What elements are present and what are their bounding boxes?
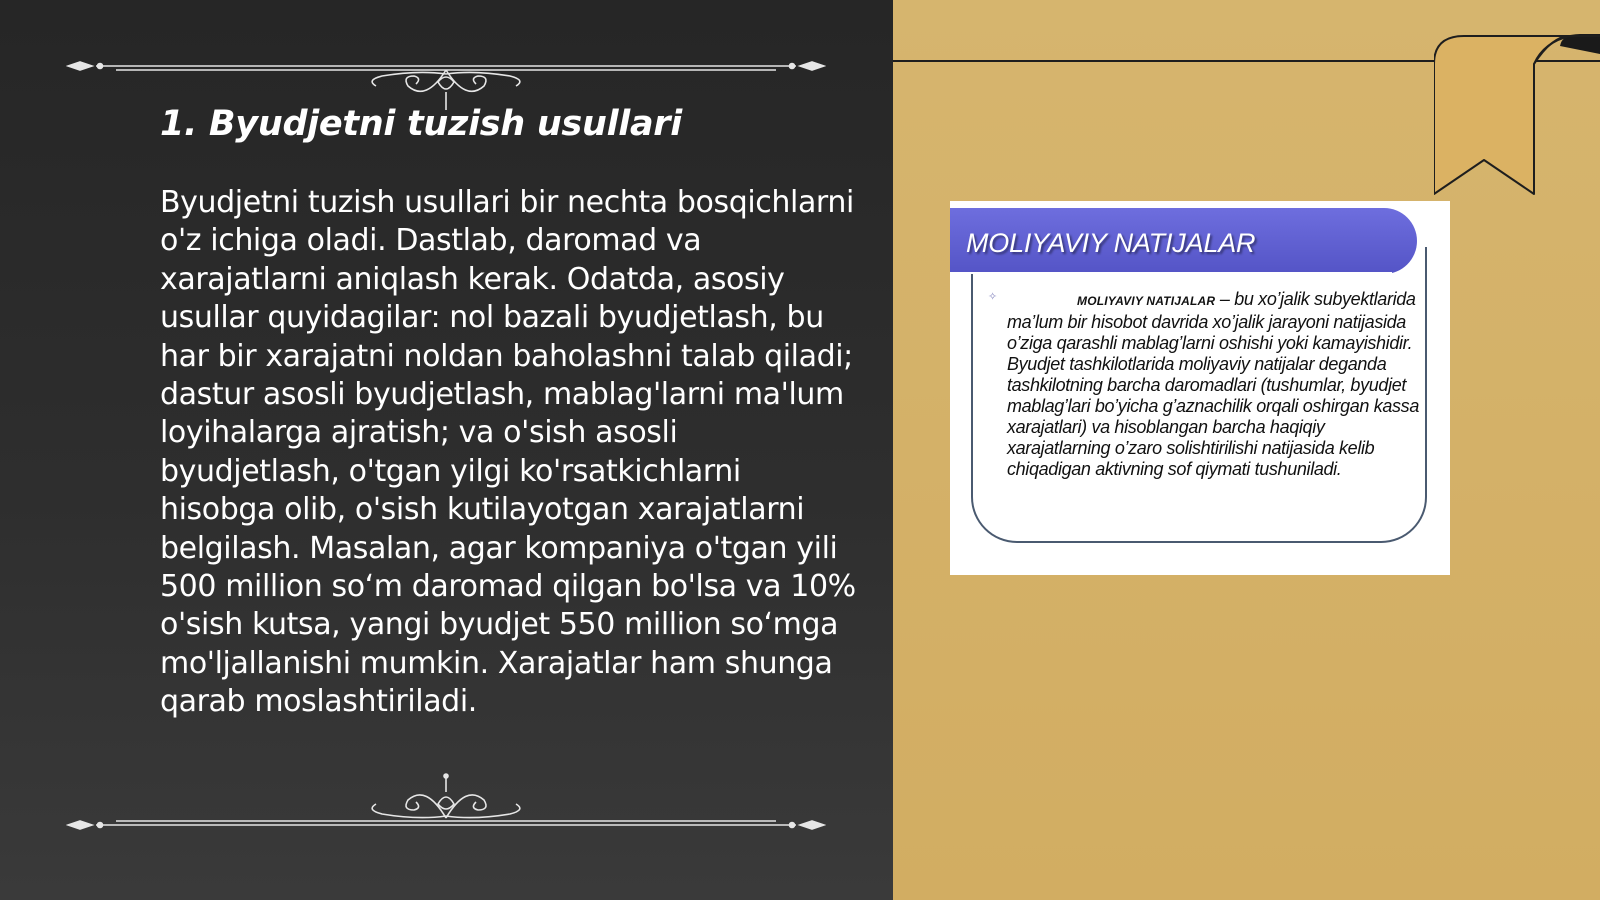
slide-header-title: MOLIYAVIY NATIJALAR bbox=[966, 228, 1256, 258]
ornamental-divider-icon bbox=[66, 52, 826, 112]
header-underline bbox=[950, 272, 1392, 274]
bookmark-ribbon-icon bbox=[1434, 34, 1600, 200]
embedded-slide-image bbox=[950, 201, 1450, 575]
page-title: 1. Byudjetni tuzish usullari bbox=[160, 104, 682, 144]
definition-body: – bu xo’jalik subyektlarida ma’lum bir hisobot davrida xo’jalik jarayoni natijasida o’ziga qarashli mablag’larni oshishi yoki kamayishidir. Byudjet tashkilotlarida moliyaviy natijalar deganda tashkilotning barcha daromadlari (tushumlar, byudjet mablag’lari bo’yicha g’aznachilik orqali oshirgan kassa xarajatlari) va hisoblangan barcha haqiqiy xarajatlarning o’zaro solishtirilishi natijasida kelib chiqadigan aktivning sof qiymati tushuniladi. bbox=[1007, 289, 1419, 479]
slide-header-bar bbox=[950, 208, 1417, 274]
ornamental-divider-icon bbox=[66, 772, 826, 832]
definition-term: MOLIYAVIY NATIJALAR bbox=[1077, 294, 1216, 308]
bullet-icon: ✧ bbox=[988, 290, 998, 303]
body-paragraph: Byudjetni tuzish usullari bir nechta bosqichlarni o'z ichiga oladi. Dastlab, daromad va xarajatlarni aniqlash kerak. Odatda, asosiy usullar quyidagilar: nol bazali byudjetlash, bu har bir xarajatni noldan baholashni talab qiladi; dastur asosli byudjetlash, mablag'larni ma'lum loyihalarga ajratish; va o'sish asosli byudjetlash, o'tgan yilgi ko'rsatkichlarni hisobga olib, o'sish kutilayotgan xarajatlarni belgilash. Masalan, agar kompaniya o'tgan yili 500 million so‘m daromad qilgan bo'lsa va 10% o'sish kutsa, yangi byudjet 550 million so‘mga mo'ljallanishi mumkin. Xarajatlar ham shunga qarab moslashtiriladi. bbox=[160, 185, 856, 720]
definition-text bbox=[1007, 289, 1422, 480]
